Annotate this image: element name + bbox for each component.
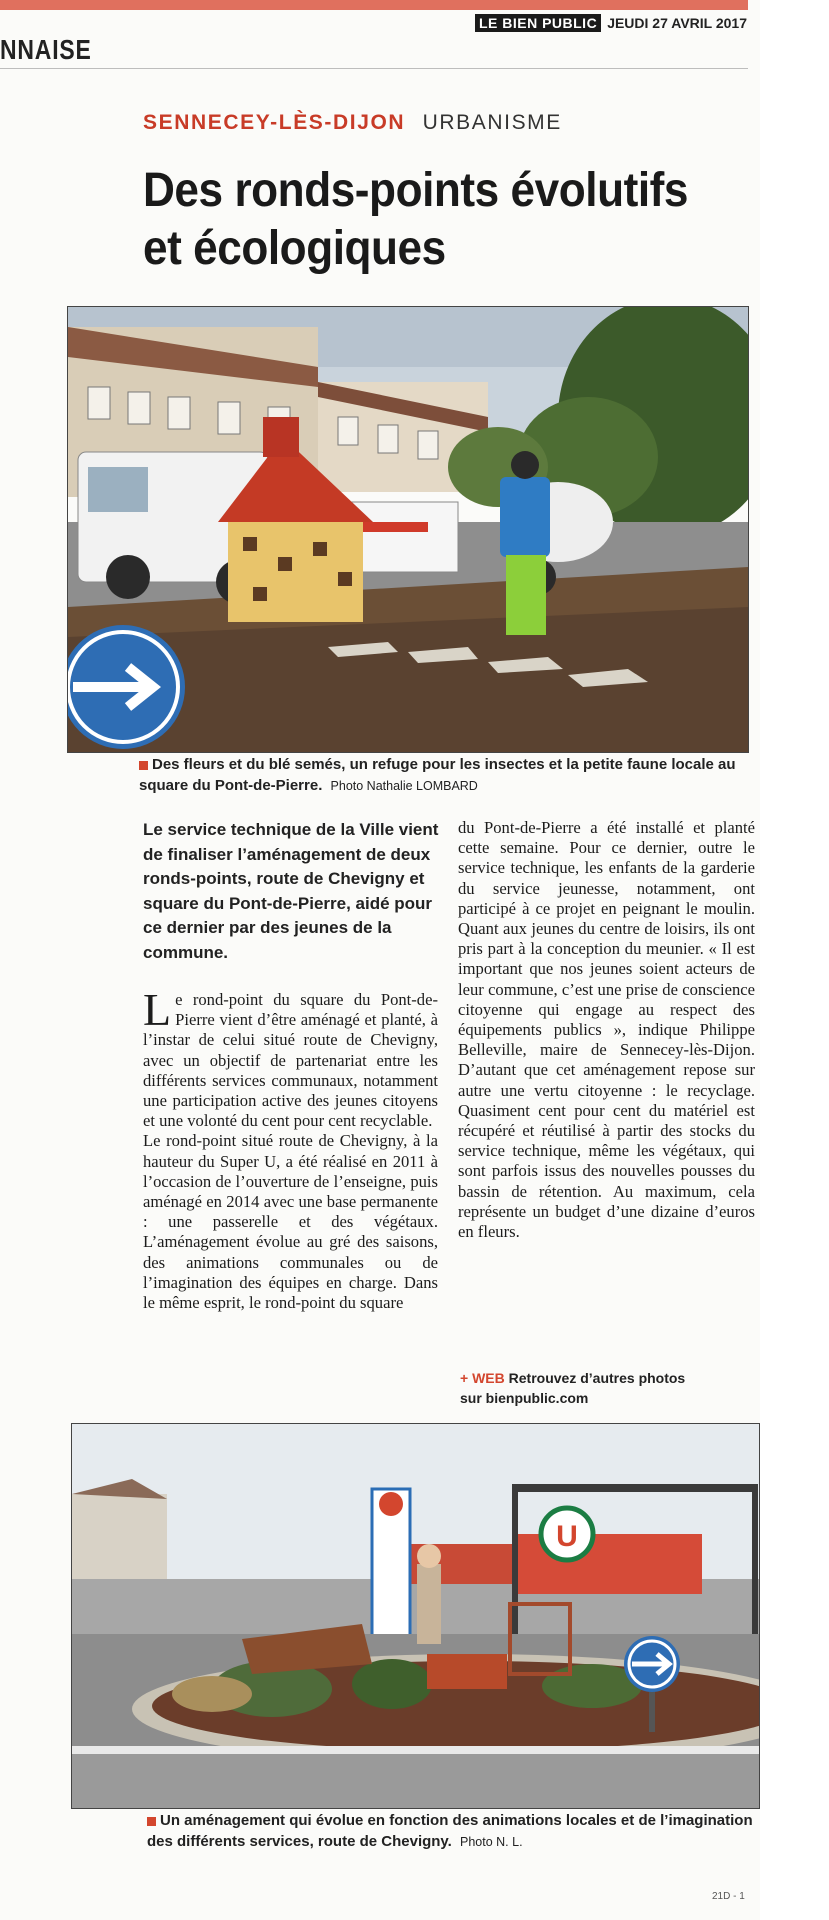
body-paragraph-2: Le rond-point situé route de Chevigny, à la hauteur du Super U, a été réalisé en 2011 à l’occasion de l’ouverture de l’enseigne, puis aménagé en 2014 avec une base permanente : une passerelle et des végétaux. L’aménagement évolue au gré des saisons, des animations communales ou de l’imagination des équipes en charge. Dans le même esprit, le rond-point du square bbox=[143, 1131, 438, 1313]
caption-2-text: Un aménagement qui évolue en fonction des animations locales et de l’imagination des différents services, route de Chevigny. bbox=[147, 1812, 753, 1850]
kicker-topic: URBANISME bbox=[422, 111, 562, 134]
article-chapo: Le service technique de la Ville vient de finaliser l’aménagement de deux ronds-points, route de Chevigny et square du Pont-de-Pierre, aidé pour ce dernier par des jeunes de la commune. bbox=[143, 820, 439, 962]
caption-marker bbox=[139, 761, 148, 770]
web-label: WEB bbox=[472, 1370, 505, 1386]
photo-pont-de-pierre bbox=[67, 306, 749, 753]
article-kicker bbox=[143, 111, 562, 135]
caption-1-text: Des fleurs et du blé semés, un refuge pour les insectes et la petite faune locale au square du Pont-de-Pierre. bbox=[139, 756, 736, 794]
article-headline bbox=[143, 162, 704, 278]
svg-text:U: U bbox=[556, 1520, 578, 1553]
page-top-band bbox=[0, 0, 748, 10]
caption-marker bbox=[147, 1817, 156, 1826]
body-paragraph-1 bbox=[143, 984, 438, 1131]
masthead bbox=[475, 14, 747, 32]
photo-caption-1 bbox=[139, 754, 739, 797]
web-text: Retrouvez d’autres photos bbox=[508, 1370, 686, 1386]
photo-caption-2 bbox=[147, 1810, 762, 1853]
headline-line-1: Des ronds-points évolutifs bbox=[143, 164, 688, 217]
web-link-box bbox=[460, 1368, 750, 1408]
photo-route-de-chevigny bbox=[71, 1423, 760, 1809]
body-paragraph-3: du Pont-de-Pierre a été installé et planté cette semaine. Pour ce dernier, outre le service technique, les enfants de la garderie du service jeunesse, notamment, ont participé à ce projet en peignant le moulin. Quant aux jeunes du centre de loisirs, ils ont pris part à la conception du meunier. « Il est important que nos jeunes soient acteurs de leur commune, c’est une prise de conscience citoyenne qui engage au respect des équipements publics », indique Philippe Belleville, maire de Sennecey-lès-Dijon. D’autant que cet aménagement repose sur autre une vertu citoyenne : le recyclage. Quasiment cent pour cent du matériel est récupéré et réutilisé à partir des stocks du service technique, même les végétaux, qui sont parfois issus des nouvelles pousses du bassin de rétention. Au maximum, cela représente un budget d’une dizaine d’euros en fleurs. bbox=[458, 818, 755, 1242]
headline-line-2: et écologiques bbox=[143, 222, 446, 275]
caption-1-credit: Photo Nathalie LOMBARD bbox=[330, 779, 478, 793]
header-rule bbox=[0, 68, 748, 69]
newspaper-logo: LE BIEN PUBLIC bbox=[475, 14, 601, 32]
issue-date: JEUDI 27 AVRIL 2017 bbox=[607, 15, 747, 31]
web-url-link[interactable]: sur bienpublic.com bbox=[460, 1390, 589, 1406]
caption-2-credit: Photo N. L. bbox=[460, 1835, 523, 1849]
kicker-town: SENNECEY-LÈS-DIJON bbox=[143, 111, 406, 134]
drop-cap: L bbox=[143, 984, 172, 1035]
body-column-right bbox=[458, 818, 755, 1242]
section-name: NNAISE bbox=[0, 34, 92, 65]
page-reference: 21D - 1 bbox=[712, 1891, 745, 1902]
body-column-left bbox=[143, 984, 438, 1313]
plus-icon: + bbox=[460, 1370, 469, 1386]
body-paragraph-1-text: e rond-point du square du Pont-de-Pierre vient d’être aménagé et planté, à l’instar de celui situé route de Chevigny, avec un objectif de partenariat entre les différents services communaux, notamment une participation active des jeunes citoyens et une volonté du cent pour cent recyclable. bbox=[143, 990, 438, 1131]
